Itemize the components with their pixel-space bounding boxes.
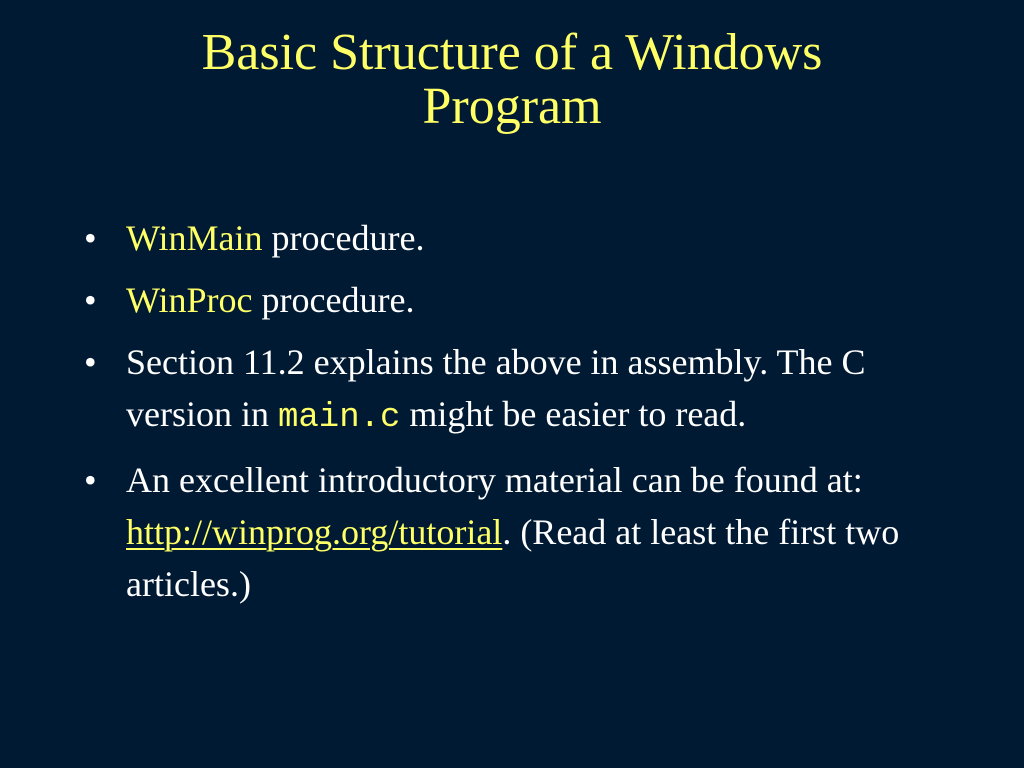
bullet-icon: • (84, 280, 97, 320)
bullet-text: procedure. (262, 218, 425, 258)
bullet-text: . (Read at least the first two articles.) (126, 512, 900, 604)
bullet-winproc (84, 274, 964, 326)
bullet-text: procedure. (252, 280, 415, 320)
slide-title-line-1: Basic Structure of a Windows (201, 24, 823, 81)
bullet-icon: • (84, 218, 97, 258)
slide-title-line-2: Program (422, 78, 602, 135)
bullet-text: Section 11.2 explains the above in assembly. The C version in (126, 342, 866, 434)
bullet-text: might be easier to read. (400, 394, 747, 434)
winproc-term: WinProc (126, 280, 253, 320)
main-c-code: main.c (277, 399, 401, 437)
bullet-icon: • (84, 342, 97, 382)
slide-title (0, 26, 1024, 134)
bullet-list (84, 212, 964, 620)
bullet-icon: • (84, 460, 97, 500)
bullet-text: An excellent introductory material can be found at: (126, 460, 863, 500)
bullet-section-11-2 (84, 336, 964, 444)
tutorial-link[interactable]: http://winprog.org/tutorial (126, 512, 503, 552)
winmain-term: WinMain (126, 218, 263, 258)
bullet-winmain (84, 212, 964, 264)
bullet-tutorial (84, 454, 964, 610)
